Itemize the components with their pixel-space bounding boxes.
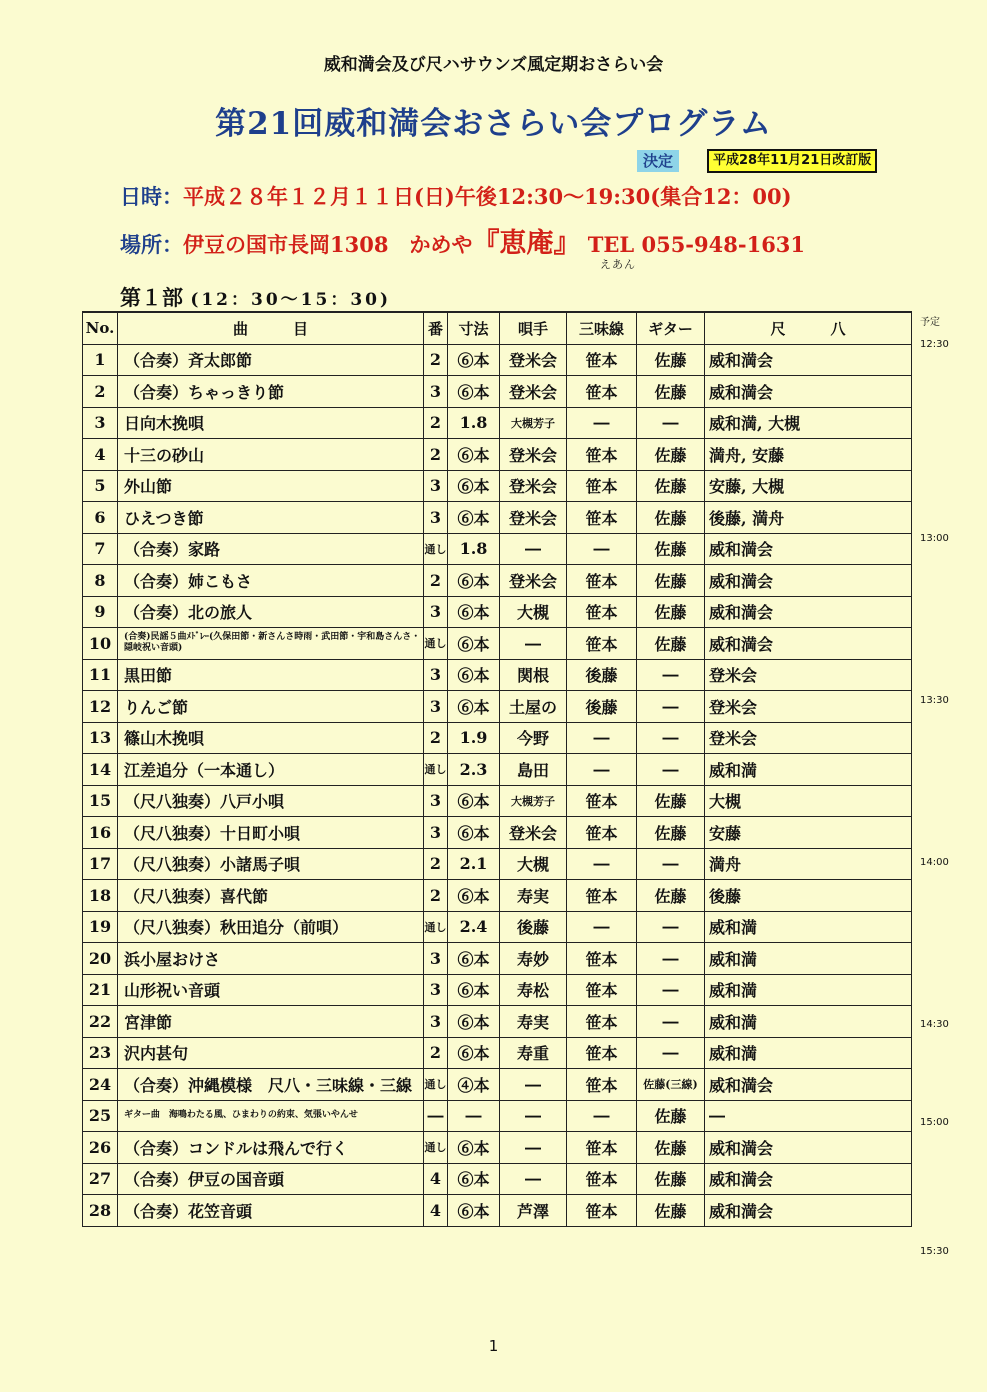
cell-gtr: ― [637,1006,705,1038]
cell-ban: 3 [424,470,448,502]
cell-sha: 笹本 [567,817,637,849]
table-row [83,407,912,439]
cell-sun: ⑥本 [448,344,500,376]
table-row [83,439,912,471]
cell-ban: 通し [424,533,448,565]
table-row [83,502,912,534]
cell-no: 26 [83,1132,118,1164]
cell-shaku: 威和満 [705,911,912,943]
table-row [83,1100,912,1132]
cell-no: 15 [83,785,118,817]
schedule-label: 予定 [920,317,940,328]
cell-ban: 2 [424,344,448,376]
cell-title: （尺八独奏）十日町小唄 [118,817,424,849]
cell-no: 10 [83,628,118,660]
table-row [83,754,912,786]
cell-gtr: 佐藤 [637,1195,705,1227]
program-table [82,311,912,1227]
table-row [83,1069,912,1101]
cell-ban: 3 [424,1006,448,1038]
cell-ban: 通し [424,754,448,786]
cell-gtr: 佐藤 [637,785,705,817]
cell-gtr: ― [637,974,705,1006]
cell-ban: 3 [424,691,448,723]
schedule-time: 12:30 [920,339,949,350]
col-header-sun: 寸法 [448,312,500,344]
cell-ban: 3 [424,974,448,1006]
cell-gtr: 佐藤 [637,1163,705,1195]
cell-shaku: 登米会 [705,691,912,723]
cell-gtr: 佐藤 [637,628,705,660]
cell-sun: ⑥本 [448,817,500,849]
cell-shaku: 登米会 [705,722,912,754]
cell-sun: ⑥本 [448,502,500,534]
table-header-row [83,312,912,344]
cell-gtr: 佐藤 [637,880,705,912]
table-row [83,722,912,754]
datetime-line [120,181,792,211]
cell-gtr: ― [637,943,705,975]
cell-title: （合奏）北の旅人 [118,596,424,628]
cell-title: 黒田節 [118,659,424,691]
table-row [83,785,912,817]
cell-ban: 3 [424,659,448,691]
cell-title: （尺八独奏）小諸馬子唄 [118,848,424,880]
table-row [83,817,912,849]
cell-title: 十三の砂山 [118,439,424,471]
part-label: 第１部 [120,285,183,310]
cell-sun: ⑥本 [448,596,500,628]
schedule-time: 14:30 [920,1019,949,1031]
cell-title: (合奏)民謡５曲ﾒﾄﾞﾚｰ(久保田節・新さんさ時雨・武田節・宇和島さんさ・隠岐祝い音頭) [118,628,424,660]
cell-ban: 3 [424,596,448,628]
cell-shaku: 威和満 [705,1006,912,1038]
cell-gtr: 佐藤 [637,376,705,408]
cell-ban: 3 [424,376,448,408]
cell-no: 9 [83,596,118,628]
venue-ruby: えあん [600,258,636,271]
cell-no: 25 [83,1100,118,1132]
cell-sha: 笹本 [567,974,637,1006]
cell-no: 5 [83,470,118,502]
cell-sing: 大槻芳子 [500,407,567,439]
table-row [83,376,912,408]
cell-no: 16 [83,817,118,849]
cell-shaku: ― [705,1100,912,1132]
cell-sun: ⑥本 [448,785,500,817]
cell-sun: 1.8 [448,407,500,439]
cell-ban: 2 [424,565,448,597]
cell-sha: 笹本 [567,1037,637,1069]
cell-gtr: ― [637,848,705,880]
col-header-ban: 番 [424,312,448,344]
col-header-shakuhachi: 尺 八 [705,312,912,344]
cell-sing: 登米会 [500,565,567,597]
cell-sing: ― [500,1163,567,1195]
cell-no: 19 [83,911,118,943]
cell-shaku: 威和満 [705,974,912,1006]
cell-sun: ⑥本 [448,628,500,660]
col-header-guitar: ギター [637,312,705,344]
cell-sha: 笹本 [567,1163,637,1195]
cell-sha: 笹本 [567,502,637,534]
table-row [83,470,912,502]
cell-sun: ⑥本 [448,470,500,502]
cell-sha: 笹本 [567,439,637,471]
cell-shaku: 威和満会 [705,344,912,376]
cell-ban: 2 [424,880,448,912]
cell-no: 24 [83,1069,118,1101]
cell-title: 外山節 [118,470,424,502]
schedule-time: 15:00 [920,1116,949,1128]
table-row [83,848,912,880]
cell-no: 14 [83,754,118,786]
cell-no: 27 [83,1163,118,1195]
event-subtitle: 威和満会及び尺ハサウンズ風定期おさらい会 [323,55,664,75]
cell-shaku: 威和満会 [705,596,912,628]
cell-sun: ⑥本 [448,376,500,408]
cell-sun: ⑥本 [448,439,500,471]
cell-sing: 寿実 [500,1006,567,1038]
cell-sha: 笹本 [567,1195,637,1227]
cell-gtr: 佐藤 [637,439,705,471]
cell-sun: 1.9 [448,722,500,754]
cell-shaku: 登米会 [705,659,912,691]
cell-gtr: 佐藤 [637,502,705,534]
table-row [83,1037,912,1069]
cell-title: （合奏）花笠音頭 [118,1195,424,1227]
col-header-shamisen: 三味線 [567,312,637,344]
cell-no: 28 [83,1195,118,1227]
table-row [83,1195,912,1227]
cell-gtr: ― [637,659,705,691]
cell-title: 宮津節 [118,1006,424,1038]
table-row [83,533,912,565]
cell-sing: 大槻 [500,848,567,880]
cell-shaku: 威和満 [705,1037,912,1069]
cell-sun: ⑥本 [448,1163,500,1195]
cell-sha: ― [567,533,637,565]
cell-gtr: 佐藤 [637,1132,705,1164]
cell-ban: 2 [424,1037,448,1069]
table-row [83,628,912,660]
cell-sha: ― [567,911,637,943]
cell-shaku: 後藤, 満舟 [705,502,912,534]
cell-sun: ⑥本 [448,943,500,975]
cell-sun: ⑥本 [448,1132,500,1164]
cell-ban: 3 [424,943,448,975]
cell-sha: 後藤 [567,659,637,691]
cell-sun: ⑥本 [448,1037,500,1069]
cell-shaku: 安藤 [705,817,912,849]
table-row [83,1163,912,1195]
schedule-time: 15:30 [920,1246,949,1258]
cell-title: ひえつき節 [118,502,424,534]
cell-shaku: 威和満会 [705,1163,912,1195]
cell-title: ギター曲 海鳴わたる風、ひまわりの約束、気張いやんせ [118,1100,424,1132]
cell-sun: ― [448,1100,500,1132]
cell-sing: 島田 [500,754,567,786]
cell-no: 4 [83,439,118,471]
part-time: (12：30～15：30) [190,290,392,310]
cell-sha: ― [567,848,637,880]
cell-sha: ― [567,1100,637,1132]
cell-no: 23 [83,1037,118,1069]
cell-ban: 通し [424,911,448,943]
table-row [83,596,912,628]
table-row [83,565,912,597]
cell-sun: ⑥本 [448,1006,500,1038]
cell-shaku: 安藤, 大槻 [705,470,912,502]
cell-sing: 寿妙 [500,943,567,975]
cell-shaku: 威和満会 [705,628,912,660]
place-line [120,221,805,260]
cell-gtr: ― [637,754,705,786]
revision-badge: 平成28年11月21日改訂版 [707,149,877,173]
cell-no: 6 [83,502,118,534]
cell-title: （合奏）コンドルは飛んで行く [118,1132,424,1164]
cell-sing: ― [500,628,567,660]
cell-sha: 後藤 [567,691,637,723]
cell-no: 17 [83,848,118,880]
cell-no: 1 [83,344,118,376]
cell-title: 日向木挽唄 [118,407,424,439]
cell-ban: 2 [424,407,448,439]
cell-gtr: 佐藤(三線) [637,1069,705,1101]
cell-shaku: 大槻 [705,785,912,817]
cell-sing: 芦澤 [500,1195,567,1227]
table-row [83,1132,912,1164]
cell-ban: 3 [424,785,448,817]
place-venue: 『恵庵』 [472,228,581,259]
cell-sing: ― [500,1100,567,1132]
cell-ban: 3 [424,502,448,534]
cell-sun: ⑥本 [448,659,500,691]
cell-gtr: 佐藤 [637,344,705,376]
cell-sing: 登米会 [500,439,567,471]
cell-ban: 3 [424,817,448,849]
table-row [83,1006,912,1038]
cell-gtr: 佐藤 [637,470,705,502]
cell-ban: 4 [424,1163,448,1195]
cell-gtr: 佐藤 [637,533,705,565]
cell-no: 2 [83,376,118,408]
cell-sing: 寿実 [500,880,567,912]
cell-sing: 登米会 [500,376,567,408]
cell-title: 山形祝い音頭 [118,974,424,1006]
cell-gtr: 佐藤 [637,1100,705,1132]
page-title: 第21回威和満会おさらい会プログラム [215,106,772,142]
cell-shaku: 満舟 [705,848,912,880]
cell-sing: 登米会 [500,344,567,376]
cell-shaku: 威和満会 [705,1069,912,1101]
cell-sha: 笹本 [567,1006,637,1038]
cell-no: 7 [83,533,118,565]
cell-no: 12 [83,691,118,723]
table-row [83,974,912,1006]
cell-sun: ⑥本 [448,691,500,723]
cell-no: 3 [83,407,118,439]
cell-sun: 2.4 [448,911,500,943]
cell-sha: 笹本 [567,785,637,817]
cell-sun: ④本 [448,1069,500,1101]
cell-title: （尺八独奏）喜代節 [118,880,424,912]
cell-sun: 2.1 [448,848,500,880]
cell-no: 8 [83,565,118,597]
cell-sha: ― [567,722,637,754]
cell-sun: 1.8 [448,533,500,565]
cell-shaku: 後藤 [705,880,912,912]
cell-sing: 登米会 [500,817,567,849]
cell-ban: 2 [424,848,448,880]
cell-sing: 土屋の [500,691,567,723]
cell-sha: 笹本 [567,943,637,975]
cell-sing: 登米会 [500,502,567,534]
cell-sha: 笹本 [567,880,637,912]
cell-no: 18 [83,880,118,912]
cell-title: （合奏）ちゃっきり節 [118,376,424,408]
cell-title: 沢内甚句 [118,1037,424,1069]
cell-ban: 2 [424,439,448,471]
cell-title: （合奏）斉太郎節 [118,344,424,376]
cell-no: 13 [83,722,118,754]
cell-gtr: ― [637,407,705,439]
cell-sha: 笹本 [567,1132,637,1164]
cell-ban: ― [424,1100,448,1132]
cell-no: 11 [83,659,118,691]
table-row [83,691,912,723]
cell-shaku: 威和満会 [705,376,912,408]
cell-sha: 笹本 [567,376,637,408]
cell-sing: 今野 [500,722,567,754]
schedule-time: 13:30 [920,695,949,707]
schedule-time: 14:00 [920,857,949,869]
cell-sha: 笹本 [567,1069,637,1101]
cell-sing: ― [500,533,567,565]
schedule-time: 13:00 [920,533,949,545]
cell-sha: 笹本 [567,565,637,597]
cell-title: （合奏）伊豆の国音頭 [118,1163,424,1195]
cell-no: 22 [83,1006,118,1038]
cell-title: 江差追分（一本通し） [118,754,424,786]
cell-sun: ⑥本 [448,1195,500,1227]
cell-gtr: 佐藤 [637,596,705,628]
page-number: 1 [488,1337,499,1355]
decided-badge: 決定 [637,150,679,172]
col-header-title: 曲 目 [118,312,424,344]
part-heading [120,282,391,312]
cell-sun: 2.3 [448,754,500,786]
table-row [83,943,912,975]
cell-sing: ― [500,1069,567,1101]
cell-title: （合奏）姉こもさ [118,565,424,597]
cell-shaku: 威和満 [705,943,912,975]
place-address: 伊豆の国市長岡1308 かめや [183,232,473,257]
cell-gtr: ― [637,911,705,943]
cell-sha: ― [567,407,637,439]
cell-sing: 登米会 [500,470,567,502]
cell-sha: 笹本 [567,596,637,628]
table-row [83,880,912,912]
cell-sha: 笹本 [567,344,637,376]
cell-shaku: 威和満会 [705,1195,912,1227]
cell-title: 浜小屋おけさ [118,943,424,975]
cell-sha: ― [567,754,637,786]
place-label: 場所： [120,232,183,257]
cell-shaku: 威和満会 [705,1132,912,1164]
cell-title: （合奏）家路 [118,533,424,565]
cell-gtr: 佐藤 [637,565,705,597]
col-header-no: No. [83,312,118,344]
cell-ban: 通し [424,1069,448,1101]
table-row [83,659,912,691]
cell-shaku: 威和満会 [705,533,912,565]
cell-sha: 笹本 [567,470,637,502]
cell-sing: 大槻芳子 [500,785,567,817]
datetime-label: 日時： [120,184,183,209]
cell-sun: ⑥本 [448,565,500,597]
cell-sing: ― [500,1132,567,1164]
cell-no: 20 [83,943,118,975]
cell-gtr: ― [637,722,705,754]
table-row [83,911,912,943]
cell-ban: 通し [424,628,448,660]
cell-sing: 後藤 [500,911,567,943]
cell-sing: 寿松 [500,974,567,1006]
cell-gtr: ― [637,1037,705,1069]
cell-title: （合奏）沖縄模様 尺八・三味線・三線 [118,1069,424,1101]
cell-sha: 笹本 [567,628,637,660]
cell-sing: 大槻 [500,596,567,628]
cell-sun: ⑥本 [448,974,500,1006]
cell-sun: ⑥本 [448,880,500,912]
col-header-singer: 唄手 [500,312,567,344]
cell-title: 篠山木挽唄 [118,722,424,754]
cell-title: （尺八独奏）八戸小唄 [118,785,424,817]
cell-sing: 寿重 [500,1037,567,1069]
cell-shaku: 威和満会 [705,565,912,597]
cell-shaku: 満舟, 安藤 [705,439,912,471]
cell-gtr: 佐藤 [637,817,705,849]
cell-gtr: ― [637,691,705,723]
cell-ban: 4 [424,1195,448,1227]
cell-title: りんご節 [118,691,424,723]
datetime-value: 平成２８年１２月１１日(日)午後12:30～19:30(集合12：00) [183,184,792,209]
cell-no: 21 [83,974,118,1006]
table-row [83,344,912,376]
cell-shaku: 威和満, 大槻 [705,407,912,439]
cell-sing: 関根 [500,659,567,691]
cell-title: （尺八独奏）秋田追分（前唄） [118,911,424,943]
cell-ban: 2 [424,722,448,754]
cell-shaku: 威和満 [705,754,912,786]
cell-ban: 通し [424,1132,448,1164]
place-tel: TEL 055-948-1631 [587,232,806,257]
